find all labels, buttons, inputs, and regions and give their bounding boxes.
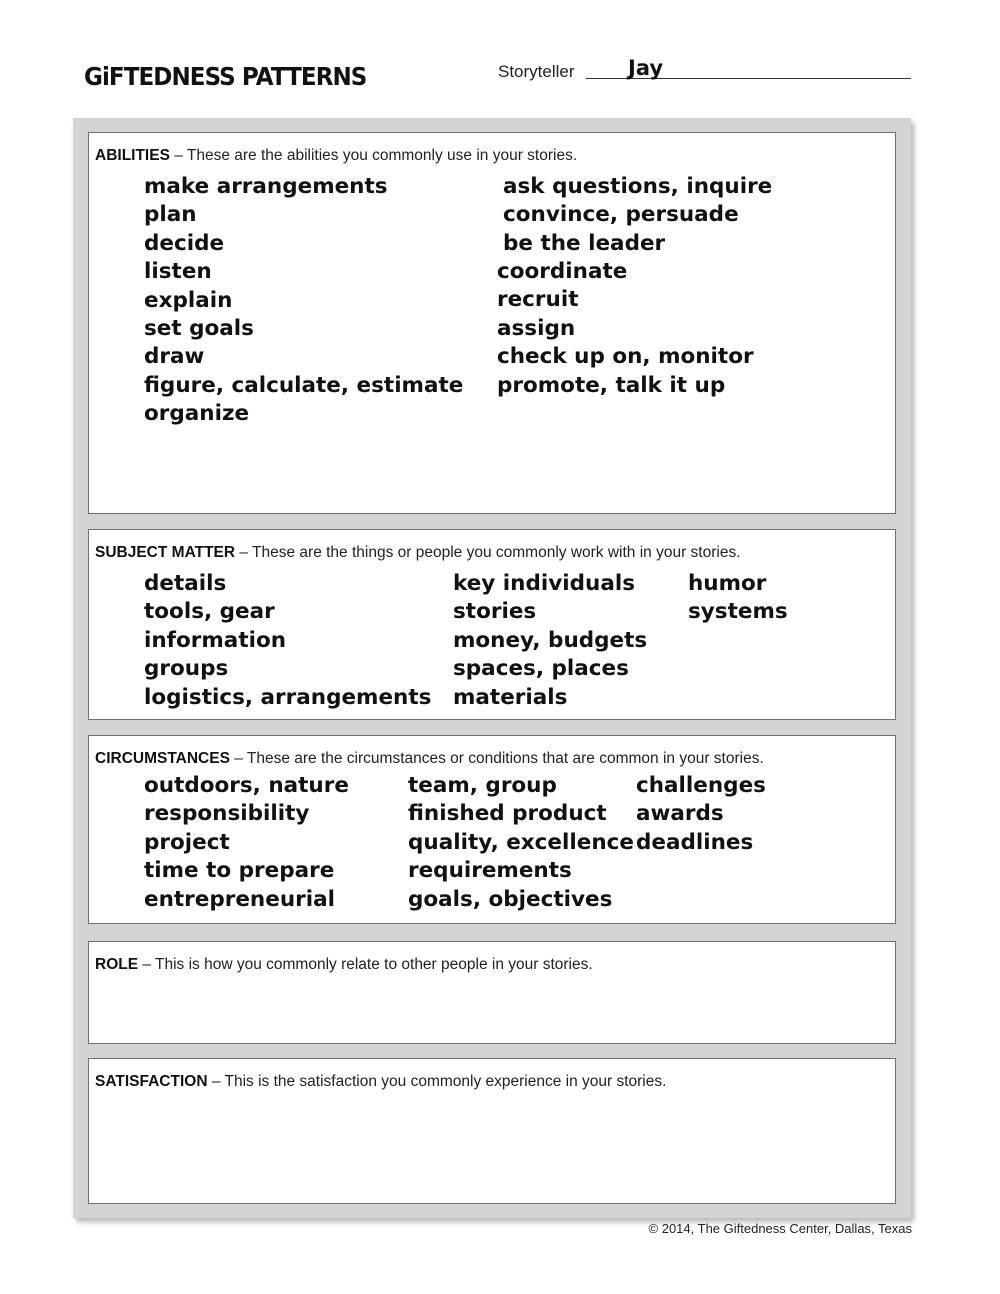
list-item: plan bbox=[144, 202, 197, 228]
list-item: organize bbox=[144, 401, 250, 427]
subject-matter-label: SUBJECT MATTER bbox=[95, 544, 236, 561]
satisfaction-label: SATISFACTION bbox=[95, 1073, 208, 1090]
role-description: – This is how you commonly relate to other people in your stories. bbox=[138, 956, 593, 973]
list-item: goals, objectives bbox=[408, 886, 613, 912]
list-item: finished product bbox=[408, 801, 607, 827]
copyright-footer: © 2014, The Giftedness Center, Dallas, Texas bbox=[648, 1221, 912, 1236]
list-item: deadlines bbox=[636, 829, 754, 855]
abilities-label: ABILITIES bbox=[95, 147, 170, 164]
list-item: time to prepare bbox=[144, 858, 335, 884]
list-item: materials bbox=[453, 684, 568, 710]
satisfaction-header bbox=[95, 1073, 666, 1091]
list-item: team, group bbox=[408, 773, 557, 798]
list-item: requirements bbox=[408, 858, 572, 884]
list-item: details bbox=[144, 571, 227, 596]
list-item: set goals bbox=[144, 316, 254, 342]
list-item: entrepreneurial bbox=[144, 886, 335, 912]
list-item: check up on, monitor bbox=[497, 344, 754, 370]
circumstances-column-1 bbox=[144, 772, 349, 914]
list-item: money, budgets bbox=[453, 627, 648, 653]
list-item: information bbox=[144, 627, 287, 653]
abilities-column-1 bbox=[144, 173, 463, 429]
subject-matter-section bbox=[88, 529, 896, 720]
list-item: draw bbox=[144, 344, 205, 370]
list-item: spaces, places bbox=[453, 656, 629, 682]
list-item: recruit bbox=[497, 287, 579, 313]
list-item: systems bbox=[688, 599, 788, 625]
circumstances-column-3 bbox=[636, 772, 766, 857]
list-item: outdoors, nature bbox=[144, 773, 349, 798]
satisfaction-section bbox=[88, 1058, 896, 1204]
list-item: project bbox=[144, 829, 230, 855]
list-item: challenges bbox=[636, 773, 766, 798]
abilities-description: – These are the abilities you commonly use in your stories. bbox=[169, 147, 578, 164]
list-item: decide bbox=[144, 230, 225, 256]
abilities-header bbox=[95, 147, 577, 165]
storyteller-field[interactable] bbox=[498, 56, 912, 84]
subject-matter-header bbox=[95, 544, 741, 562]
list-item: awards bbox=[636, 801, 724, 827]
subject-matter-description: – These are the things or people you commonly work with in your stories. bbox=[235, 544, 741, 561]
circumstances-section bbox=[88, 735, 896, 924]
list-item: responsibility bbox=[144, 801, 310, 827]
list-item: groups bbox=[144, 656, 229, 682]
abilities-section bbox=[88, 132, 896, 514]
list-item: quality, excellence bbox=[408, 829, 634, 855]
role-header bbox=[95, 956, 593, 974]
list-item: explain bbox=[144, 287, 233, 313]
subject-matter-column-1 bbox=[144, 570, 431, 712]
list-item: logistics, arrangements bbox=[144, 684, 432, 710]
list-item: stories bbox=[453, 599, 537, 625]
list-item: be the leader bbox=[503, 230, 666, 256]
list-item: key individuals bbox=[453, 571, 635, 596]
list-item: promote, talk it up bbox=[497, 372, 726, 398]
list-item: assign bbox=[497, 315, 576, 341]
storyteller-value[interactable]: Jay bbox=[628, 56, 664, 80]
abilities-column-2a bbox=[503, 173, 772, 258]
circumstances-label: CIRCUMSTANCES bbox=[95, 750, 230, 767]
list-item: tools, gear bbox=[144, 599, 275, 625]
list-item: convince, persuade bbox=[503, 202, 739, 228]
page-title: GiFTEDNESS PATTERNS bbox=[84, 62, 367, 91]
satisfaction-description: – This is the satisfaction you commonly experience in your stories. bbox=[207, 1073, 667, 1090]
list-item: figure, calculate, estimate bbox=[144, 372, 464, 398]
abilities-column-2b bbox=[497, 258, 754, 400]
list-item: make arrangements bbox=[144, 174, 388, 199]
role-label: ROLE bbox=[95, 956, 139, 973]
list-item: ask questions, inquire bbox=[503, 174, 773, 199]
list-item: coordinate bbox=[497, 259, 628, 284]
subject-matter-column-3 bbox=[688, 570, 788, 627]
list-item: humor bbox=[688, 571, 767, 596]
circumstances-column-2 bbox=[408, 772, 634, 914]
role-section bbox=[88, 941, 896, 1044]
subject-matter-column-2 bbox=[453, 570, 647, 712]
circumstances-header bbox=[95, 750, 764, 768]
circumstances-description: – These are the circumstances or conditions that are common in your stories. bbox=[229, 750, 764, 767]
list-item: listen bbox=[144, 259, 212, 285]
storyteller-label: Storyteller bbox=[498, 62, 575, 81]
